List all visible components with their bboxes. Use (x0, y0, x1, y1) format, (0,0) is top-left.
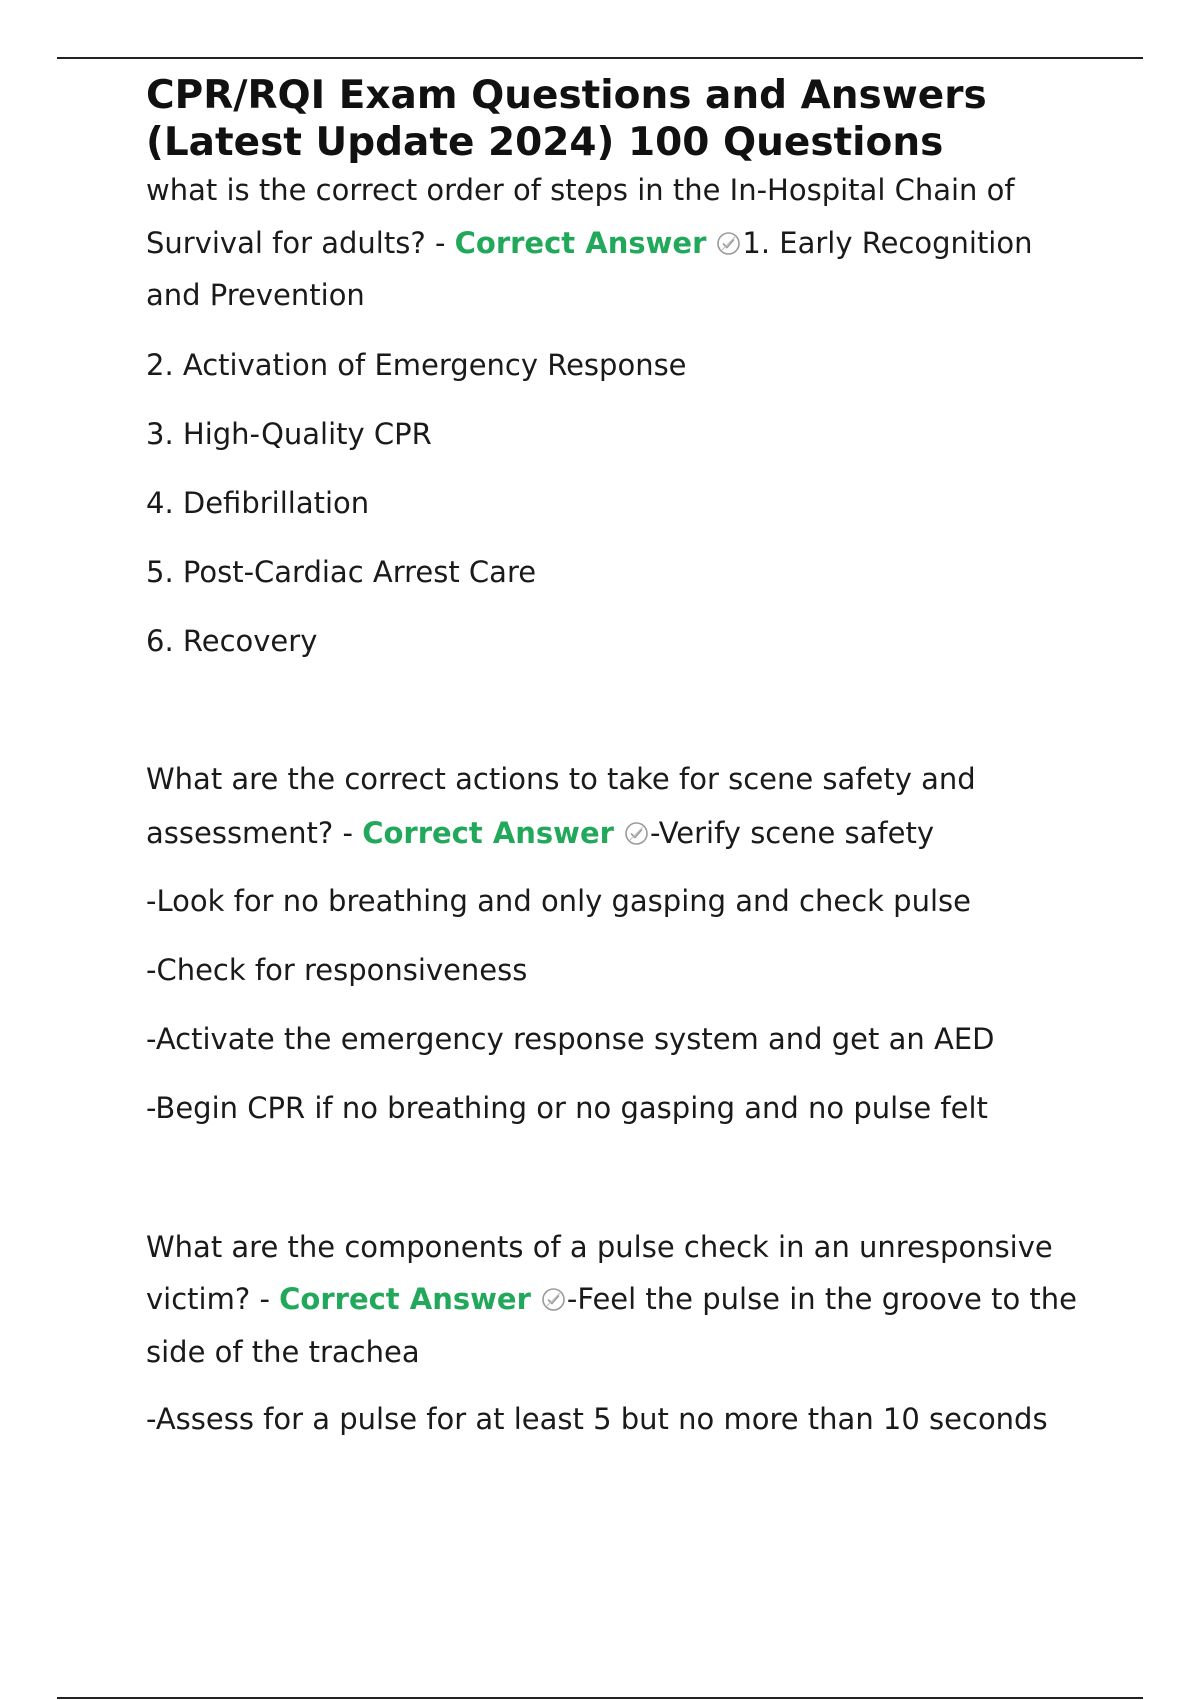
question-text (146, 1221, 1096, 1379)
answer-first-line: 1. Early Recognition and Prevention (146, 225, 1033, 312)
answer-line: -Look for no breathing and only gasping and check pulse (146, 883, 971, 918)
qa-block (146, 1221, 1146, 1446)
answer-line: 6. Recovery (146, 623, 318, 658)
answer-first-line: -Verify scene safety (649, 815, 934, 850)
check-circle-icon (541, 1287, 566, 1312)
correct-answer-label: Correct Answer (454, 225, 707, 260)
document-body (146, 72, 1146, 1445)
check-circle-icon (624, 821, 649, 846)
question-prompt: what is the correct order of steps in the In-Hospital Chain of Survival for adults? - (146, 173, 1015, 260)
correct-answer-label: Correct Answer (279, 1282, 531, 1316)
document-title: CPR/RQI Exam Questions and Answers (Latest Update 2024) 100 Questions (146, 73, 987, 165)
bottom-rule (57, 1697, 1143, 1699)
answer-line: 5. Post-Cardiac Arrest Care (146, 554, 537, 589)
answer-line: 3. High-Quality CPR (146, 416, 432, 451)
answer-first-line: -Feel the pulse in the groove to the side of the trachea (146, 1282, 1078, 1369)
question-prompt: What are the components of a pulse check in an unresponsive victim? - (146, 1229, 1053, 1316)
answer-line: 2. Activation of Emergency Response (146, 347, 687, 382)
qa-block (146, 164, 1146, 667)
top-rule (57, 57, 1143, 59)
answer-line: -Check for responsiveness (146, 952, 528, 987)
qa-block (146, 752, 1146, 1134)
question-text (146, 752, 1096, 860)
answer-line: -Begin CPR if no breathing or no gasping and no pulse felt (146, 1090, 988, 1125)
correct-answer-label: Correct Answer (362, 815, 614, 850)
question-prompt: What are the correct actions to take for scene safety and assessment? - (146, 761, 976, 850)
answer-line: 4. Defibrillation (146, 485, 370, 520)
check-circle-icon (716, 231, 741, 256)
question-text (146, 164, 1096, 322)
answer-line: -Assess for a pulse for at least 5 but no more than 10 seconds (146, 1402, 1048, 1436)
answer-line: -Activate the emergency response system and get an AED (146, 1021, 995, 1056)
